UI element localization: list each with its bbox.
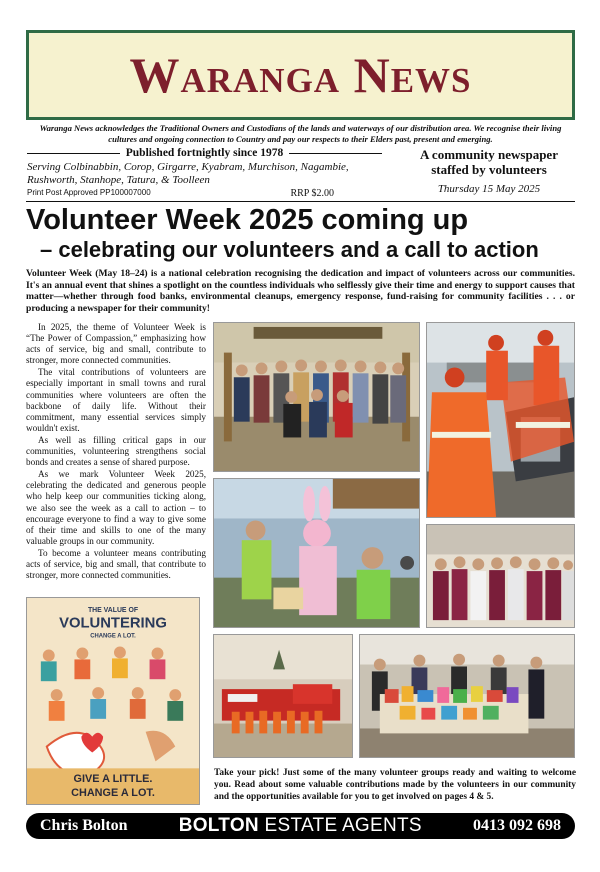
publication-frequency: Published fortnightly since 1978	[125, 147, 284, 159]
poster-bottom-line-1: GIVE A LITTLE.	[73, 773, 153, 786]
poster-top-big: VOLUNTERING	[59, 615, 167, 632]
print-post-approved: Print Post Approved PP100007000	[27, 188, 151, 197]
footer-agency-bold: BOLTON	[178, 815, 259, 836]
article-paragraph: The vital contributions of volunteers are especially important in small towns and rural communities where volunteers are often the backbone of daily life. Without their commitment, many essential services simply wouldn't exist.	[26, 367, 206, 433]
article-lede: Volunteer Week (May 18–24) is a national celebration recognising the dedication and impact of volunteers across our communities. It's an annual event that shines a spotlight on the countless individuals who selflessly give their time and energy to support causes that matter—whether through food banks, environmental cleanups, emergency response, fund-raising for community facilities . . . or producing a newspaper for their community!	[26, 268, 575, 315]
masthead-title: Waranga News	[129, 47, 472, 103]
article-paragraph: As we mark Volunteer Week 2025, celebrating the dedicated and generous people who help keep our communities ticking along, we also see the week as a call to action – to encourage everyone to find a way to give some of their time and skills to one of the many valuable groups in our community.	[26, 469, 206, 546]
publication-info	[27, 147, 382, 199]
serving-towns: Serving Colbinabbin, Corop, Girgarre, Kyabram, Murchison, Nagambie, Rushworth, Stanhope, Tatura, & Toolleen	[27, 161, 349, 186]
volunteering-poster	[26, 597, 200, 805]
header-divider	[26, 201, 575, 202]
community-tagline: A community newspaper staffed by volunteers	[420, 147, 558, 177]
footer-agency-rest: ESTATE AGENTS	[258, 815, 422, 836]
rule-left	[27, 153, 120, 154]
article-headline: Volunteer Week 2025 coming up	[26, 204, 469, 236]
publication-frequency-row	[27, 147, 382, 159]
photo-volunteer-group-hall	[213, 322, 420, 472]
poster-top-sub: CHANGE A LOT.	[90, 633, 136, 640]
photo-fire-trucks	[213, 634, 353, 758]
footer-advertisement	[26, 813, 575, 839]
photo-auxiliary-group	[426, 524, 575, 628]
footer-phone: 0413 092 698	[472, 817, 561, 834]
photo-easter-event	[213, 478, 420, 628]
article-paragraph: In 2025, the theme of Volunteer Week is “The Power of Compassion,” emphasizing how acts of service, big and small, contribute to stronger, more connected communities.	[26, 322, 206, 366]
article-paragraph: To become a volunteer means contributing acts of service, big and small, that contribute to stronger, more connected communities.	[26, 547, 206, 581]
masthead	[26, 30, 575, 120]
article-paragraph: As well as filling critical gaps in our communities, volunteering strengthens social bonds and creates a sense of shared purpose.	[26, 434, 206, 468]
poster-top-small: THE VALUE OF	[87, 606, 139, 614]
publication-tagline-block	[404, 147, 574, 195]
footer-agency	[179, 815, 422, 837]
photo-caption: Take your pick! Just some of the many volunteer groups ready and waiting to welcome you. Read about some valuable contributions made by the volunteers in our community and the opportunities available for you to get involved on pages 4 & 5.	[214, 768, 576, 802]
acknowledgement: Waranga News acknowledges the Traditional Owners and Custodians of the lands and waterways of our distribution area. We recognise their living cultures and ongoing connection to Country and pay our respects to their Elders past, present and emerging.	[39, 123, 562, 144]
rrp-price: RRP $2.00	[290, 188, 334, 199]
poster-bottom-line-2: CHANGE A LOT.	[71, 787, 155, 800]
article-subheadline: – celebrating our volunteers and a call to action	[40, 237, 539, 262]
rule-right	[289, 153, 382, 154]
article-body	[26, 322, 206, 582]
photo-food-bank	[359, 634, 575, 758]
publication-foot	[27, 188, 382, 199]
footer-agent-name: Chris Bolton	[40, 817, 128, 834]
issue-date: Thursday 15 May 2025	[437, 183, 541, 195]
photo-fire-brigade-training	[426, 322, 575, 518]
